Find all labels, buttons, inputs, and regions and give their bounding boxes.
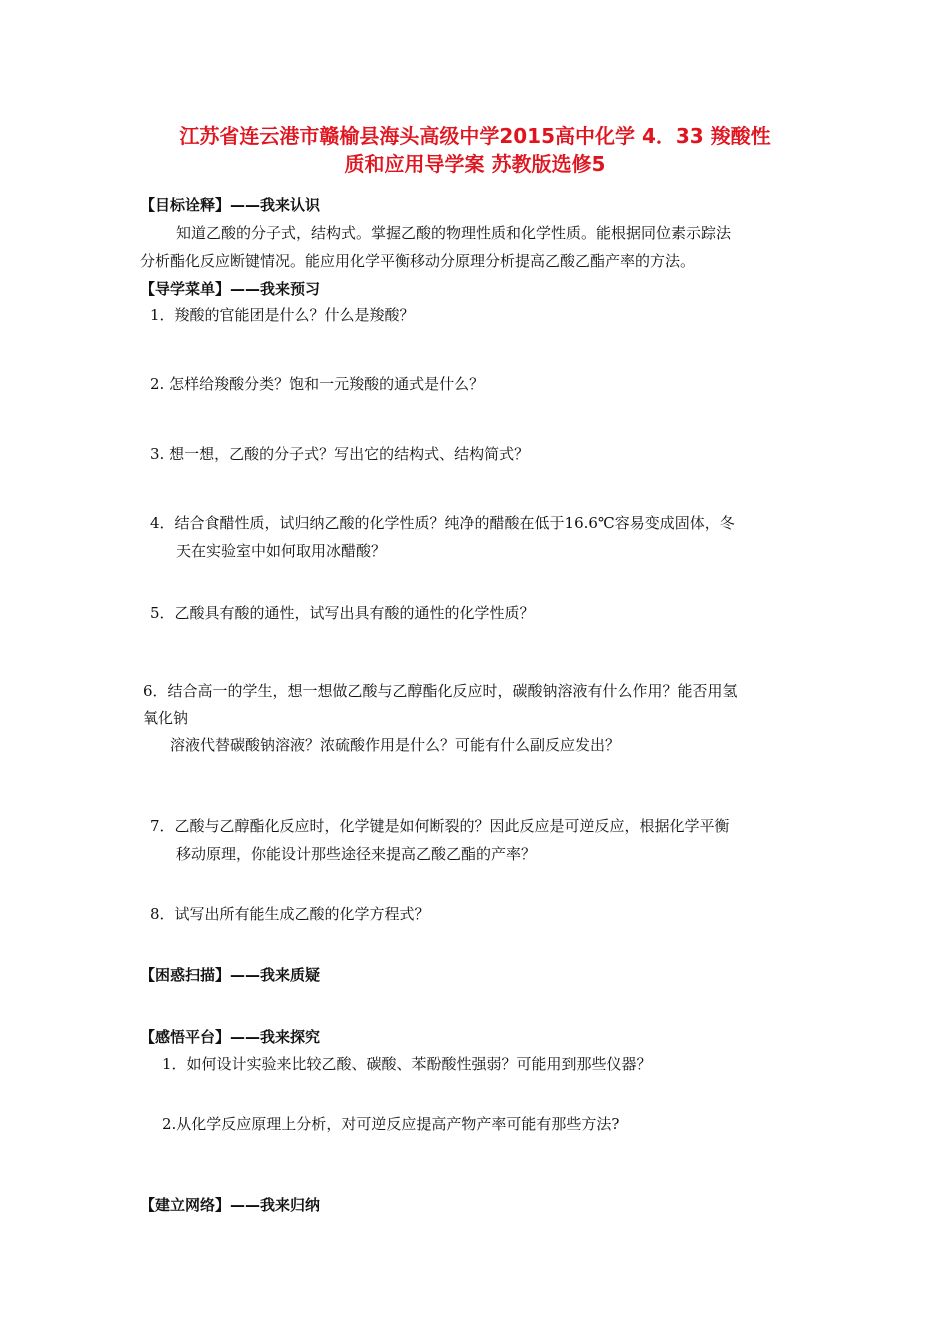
explore-question-1: 1．如何设计实验来比较乙酸、碳酸、苯酚酸性强弱？可能用到那些仪器？	[162, 1055, 652, 1073]
section-heading-preview: 【导学菜单】——我来预习	[140, 280, 321, 298]
goal-text-line-2: 分析酯化反应断键情况。能应用化学平衡移动分原理分析提高乙酸乙酯产率的方法。	[140, 252, 696, 270]
explore-question-2: 2.从化学反应原理上分析，对可逆反应提高产物产率可能有那些方法?	[162, 1115, 620, 1133]
preview-question-5: 5．乙酸具有酸的通性，试写出具有酸的通性的化学性质？	[150, 604, 535, 622]
preview-question-4-line-2: 天在实验室中如何取用冰醋酸？	[176, 542, 387, 560]
preview-question-4-line-1: 4．结合食醋性质，试归纳乙酸的化学性质？纯净的醋酸在低于16.6℃容易变成固体，冬	[150, 514, 735, 532]
preview-question-6-line-2: 氧化钠	[143, 709, 189, 727]
document-title-line-2: 质和应用导学案 苏教版选修5	[344, 152, 606, 176]
preview-question-7-line-2: 移动原理，你能设计那些途径来提高乙酸乙酯的产率？	[176, 845, 537, 863]
goal-text-line-1: 知道乙酸的分子式，结构式。掌握乙酸的物理性质和化学性质。能根据同位素示踪法	[176, 224, 732, 242]
section-heading-doubt: 【困惑扫描】——我来质疑	[140, 966, 321, 984]
preview-question-6-line-1: 6．结合高一的学生，想一想做乙酸与乙醇酯化反应时，碳酸钠溶液有什么作用？能否用氢	[143, 682, 738, 700]
preview-question-3: 3. 想一想，乙酸的分子式？写出它的结构式、结构简式？	[150, 445, 530, 463]
preview-question-7-line-1: 7．乙酸与乙醇酯化反应时，化学键是如何断裂的？因此反应是可逆反应，根据化学平衡	[150, 817, 730, 835]
preview-question-2: 2. 怎样给羧酸分类？饱和一元羧酸的通式是什么？	[150, 375, 485, 393]
preview-question-6-line-3: 溶液代替碳酸钠溶液？浓硫酸作用是什么？可能有什么副反应发出？	[170, 736, 621, 754]
preview-question-1: 1．羧酸的官能团是什么？什么是羧酸？	[150, 306, 415, 324]
section-heading-network: 【建立网络】——我来归纳	[140, 1196, 321, 1214]
section-heading-explore: 【感悟平台】——我来探究	[140, 1028, 321, 1046]
section-heading-goal: 【目标诠释】——我来认识	[140, 196, 321, 214]
document-title-line-1: 江苏省连云港市赣榆县海头高级中学2015高中化学 4．33 羧酸性	[179, 124, 771, 148]
preview-question-8: 8．试写出所有能生成乙酸的化学方程式？	[150, 905, 430, 923]
